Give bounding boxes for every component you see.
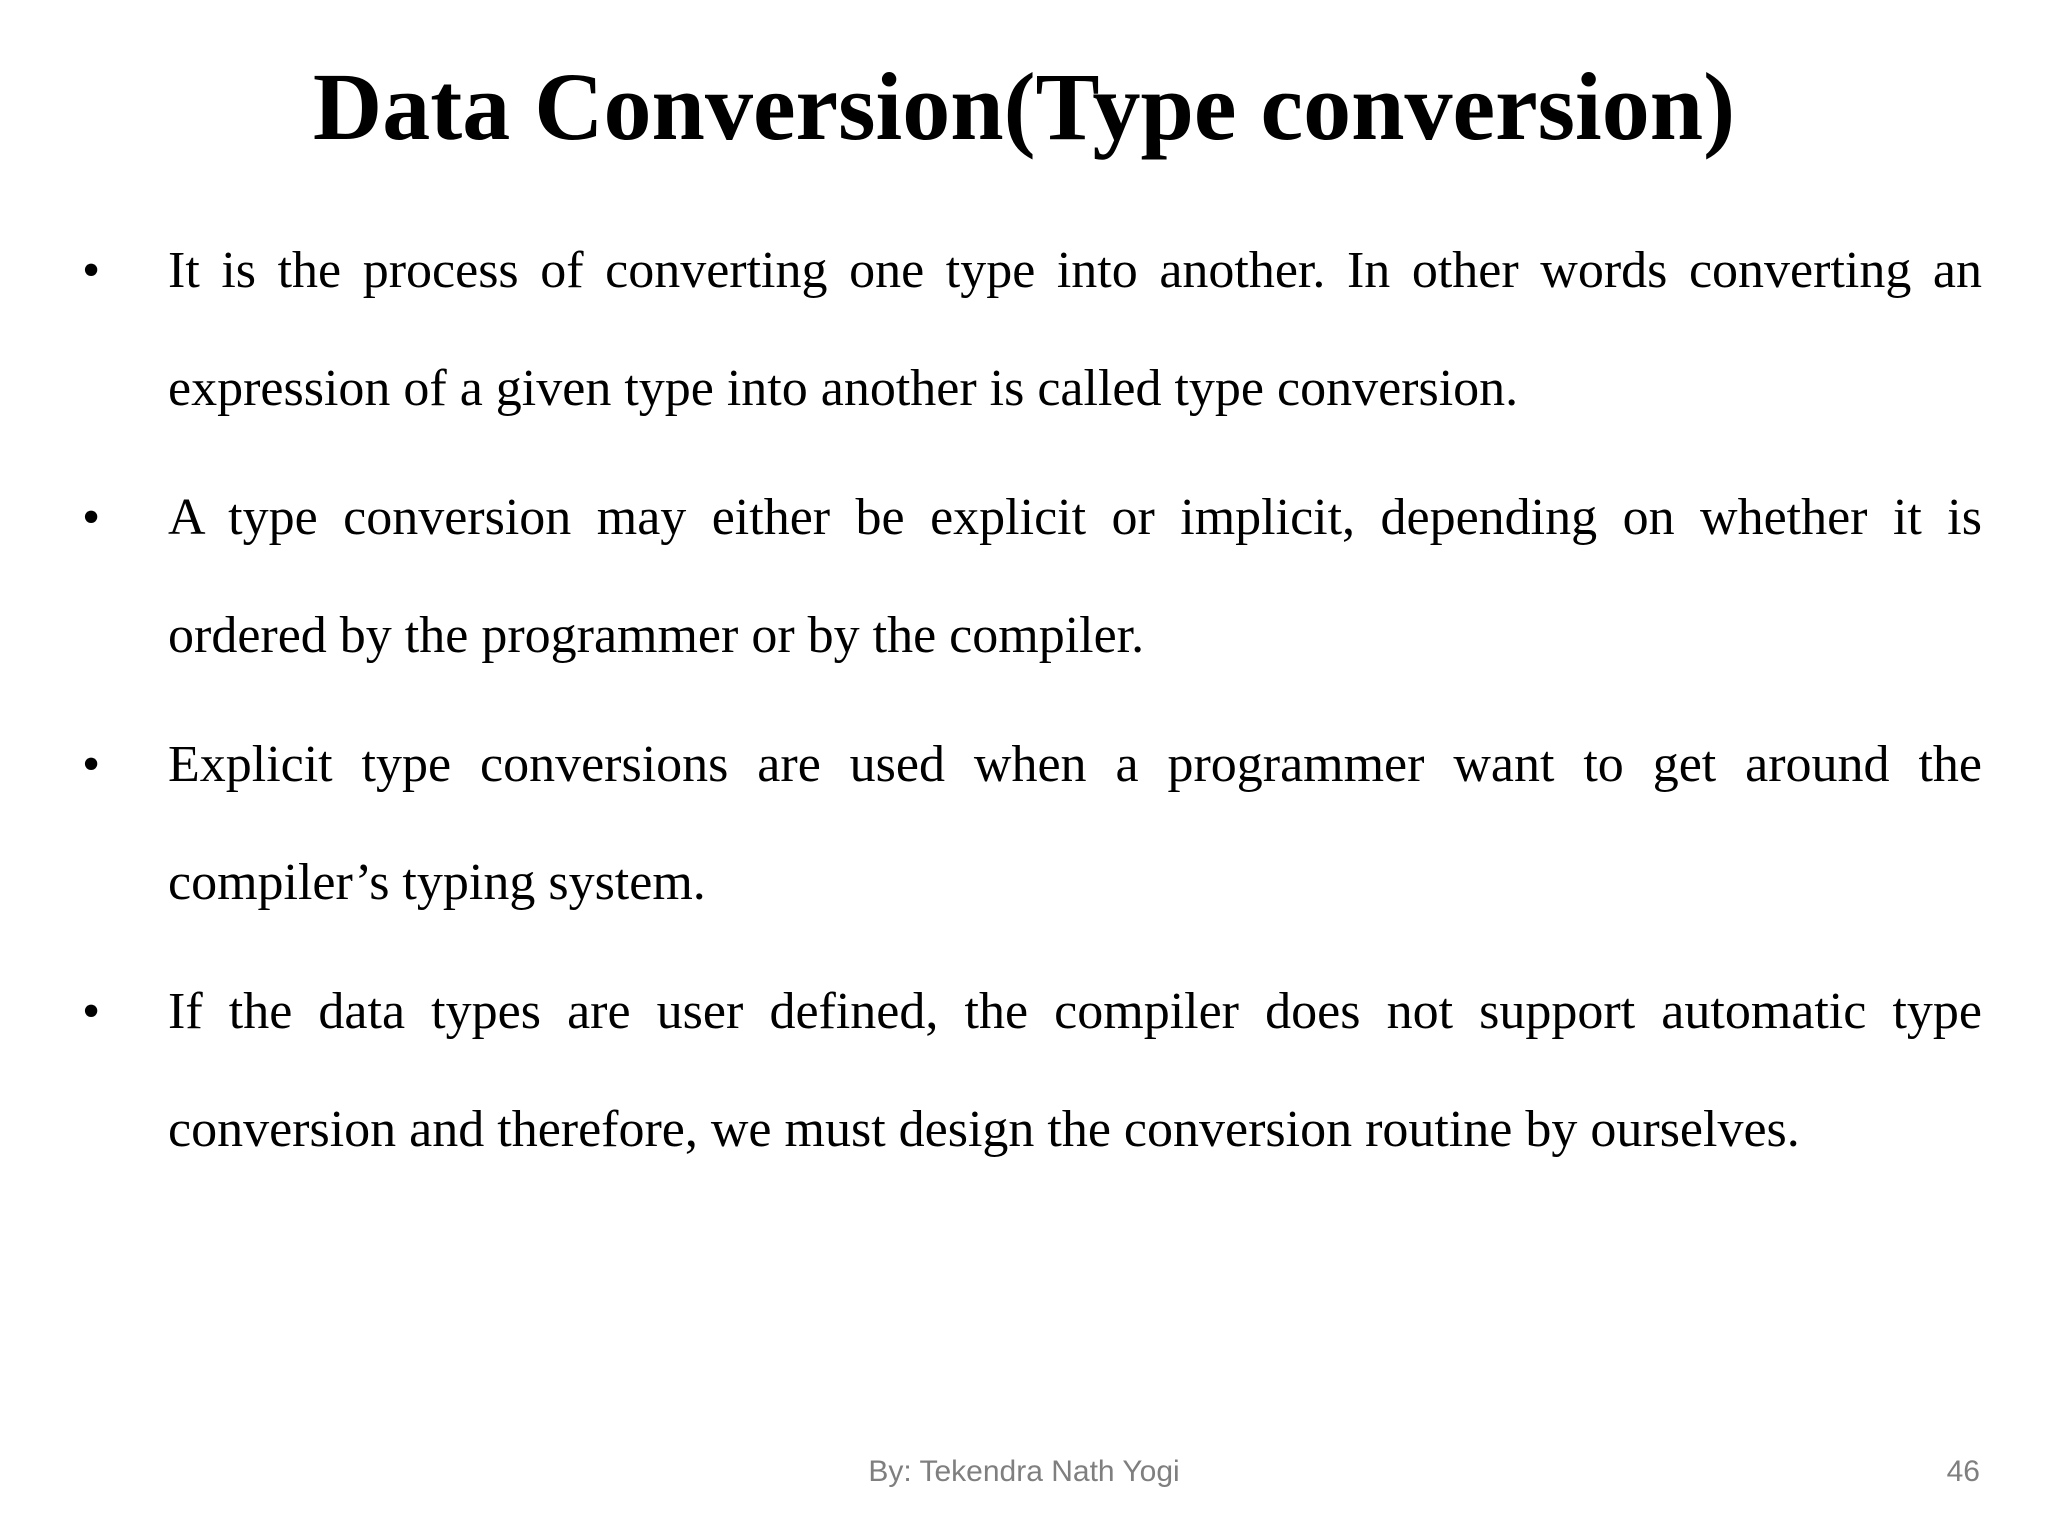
- bullet-item: [82, 706, 1982, 942]
- footer-author: By: Tekendra Nath Yogi: [868, 1455, 1180, 1488]
- bullet-text: Explicit type conversions are used when a programmer want to get around the compiler’s typing system.: [168, 736, 1982, 911]
- slide-title: Data Conversion(Type conversion): [312, 53, 1736, 160]
- bullet-dot: •: [82, 736, 101, 793]
- bullet-item: [82, 953, 1982, 1189]
- bullet-text: If the data types are user defined, the compiler does not support automatic type conversion and therefore, we must design the conversion routine by ourselves.: [168, 983, 1982, 1158]
- bullet-text: A type conversion may either be explicit or implicit, depending on whether it is ordered by the programmer or by the compiler.: [168, 489, 1982, 664]
- bullet-item: [82, 212, 1982, 448]
- bullet-dot: •: [82, 983, 101, 1040]
- bullet-list: [82, 212, 1982, 1200]
- bullet-text: It is the process of converting one type into another. In other words converting an expression of a given type into another is called type conversion.: [168, 242, 1982, 417]
- bullet-item: [82, 459, 1982, 695]
- bullet-dot: •: [82, 242, 101, 299]
- bullet-dot: •: [82, 489, 101, 546]
- page-number: 46: [1946, 1455, 1980, 1488]
